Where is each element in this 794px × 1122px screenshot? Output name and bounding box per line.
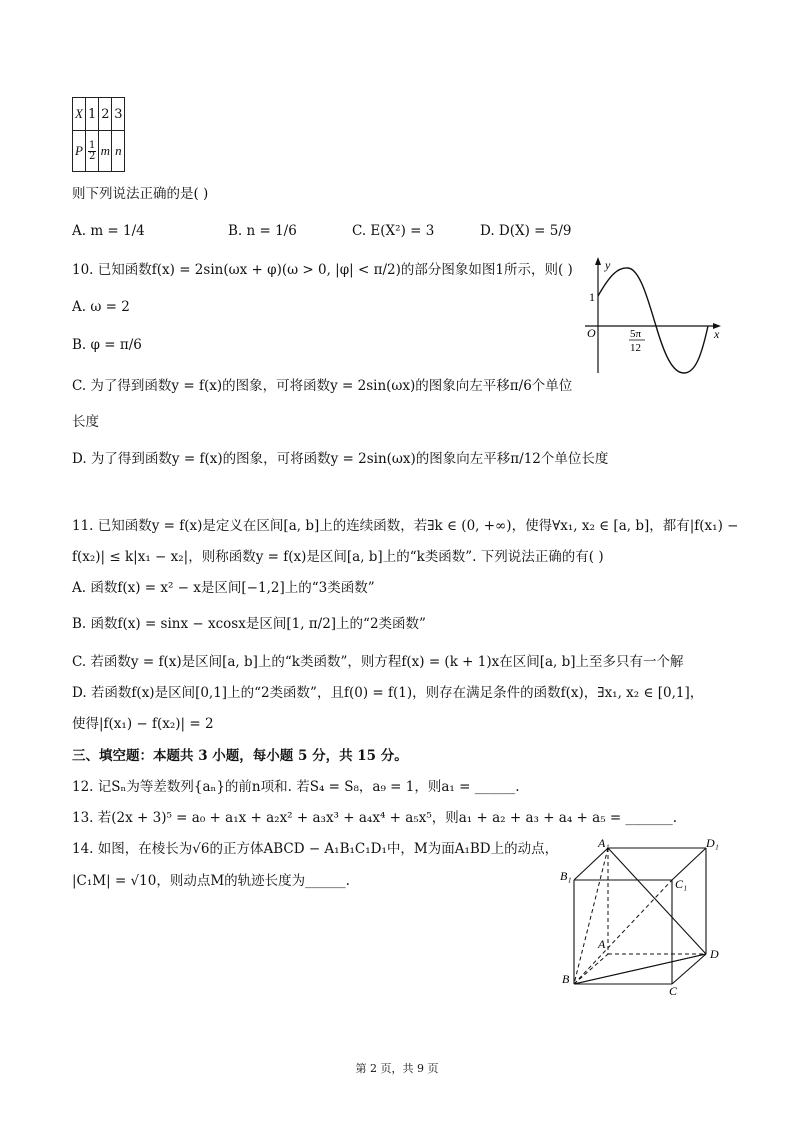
q11-option-c: C. 若函数y = f(x)是区间[a, b]上的“k类函数”，则方程f(x) = (k + 1)x在区间[a, b]上至多只有一个解 — [72, 654, 684, 670]
table-cell: P — [73, 131, 86, 172]
sine-graph — [580, 255, 730, 380]
q10-stem: 10. 已知函数f(x) = 2sin(ωx + φ)(ω > 0, |φ| < π/2)的部分图象如图1所示，则( ) — [72, 262, 573, 278]
origin-label: O — [587, 326, 596, 340]
q9-prompt: 则下列说法正确的是( ) — [72, 186, 209, 202]
sine-curve — [598, 268, 708, 373]
numerator: 1 — [89, 139, 96, 151]
table-cell: X — [73, 98, 86, 131]
table-row — [73, 131, 125, 172]
q9-option-d: D. D(X) = 5/9 — [480, 223, 572, 239]
table-cell: 3 — [112, 98, 125, 131]
q11-option-a: A. 函数f(x) = x² − x是区间[−1,2]上的“3类函数” — [72, 580, 375, 596]
tick-5pi-num: 5π — [630, 328, 642, 340]
label-C: C — [669, 984, 678, 996]
tick-5pi-den: 12 — [630, 342, 641, 354]
q11-stem-2: f(x₂)| ≤ k|x₁ − x₂|，则称函数y = f(x)是区间[a, b]上的“k类函数”. 下列说法正确的有( ) — [72, 549, 604, 565]
label-B: B — [562, 972, 570, 986]
q11-option-b: B. 函数f(x) = sinx − xcosx是区间[1, π/2]上的“2类函数” — [72, 616, 426, 632]
label-D1: D₁ — [706, 836, 719, 850]
table-cell: m — [99, 131, 112, 172]
q10-option-c-cont: 长度 — [72, 414, 99, 430]
page-footer: 第 2 页，共 9 页 — [355, 1062, 439, 1075]
q10-option-c: C. 为了得到函数y = f(x)的图象，可将函数y = 2sin(ωx)的图象向左平移π/6个单位 — [72, 378, 573, 394]
table-cell: 2 — [99, 98, 112, 131]
y-axis-arrow — [595, 257, 601, 265]
label-C1: C₁ — [675, 877, 688, 891]
label-D: D — [710, 947, 719, 961]
label-B1: B₁ — [560, 869, 572, 883]
fraction — [88, 141, 96, 162]
denominator: 2 — [89, 150, 96, 162]
q10-option-a: A. ω = 2 — [72, 299, 130, 315]
q14-stem-2: |C₁M| = √10，则动点M的轨迹长度为______. — [72, 873, 350, 889]
table-cell — [86, 131, 99, 172]
label-A: A — [598, 937, 606, 951]
tick-one: 1 — [589, 290, 595, 304]
q12: 12. 记Sₙ为等差数列{aₙ}的前n项和. 若S₄ = S₈，a₉ = 1，则a₁ = ______. — [72, 779, 520, 795]
x-label: x — [714, 327, 720, 341]
q10-option-d: D. 为了得到函数y = f(x)的图象，可将函数y = 2sin(ωx)的图象向左平移π/12个单位长度 — [72, 451, 609, 467]
q9-option-c: C. E(X²) = 3 — [352, 223, 435, 239]
q11-option-d-cont: 使得|f(x₁) − f(x₂)| = 2 — [72, 716, 214, 732]
q9-option-b: B. n = 1/6 — [228, 223, 297, 239]
section-heading: 三、填空题：本题共 3 小题，每小题 5 分，共 15 分。 — [72, 748, 408, 764]
table-cell: n — [112, 131, 125, 172]
label-A1: A₁ — [598, 836, 610, 850]
q11-option-d: D. 若函数f(x)是区间[0,1]上的“2类函数”，且f(0) = f(1)，则存在满足条件的函数f(x)，∃x₁, x₂ ∈ [0,1]， — [72, 685, 704, 701]
table-cell: 1 — [86, 98, 99, 131]
cube-figure — [556, 836, 730, 996]
q10-option-b: B. φ = π/6 — [72, 337, 142, 353]
q9-option-a: A. m = 1/4 — [72, 223, 145, 239]
q11-stem-1: 11. 已知函数y = f(x)是定义在区间[a, b]上的连续函数，若∃k ∈ (0, +∞)，使得∀x₁, x₂ ∈ [a, b]，都有|f(x₁) − — [72, 518, 739, 534]
table-row — [73, 98, 125, 131]
distribution-table — [72, 97, 125, 172]
y-label: y — [605, 258, 611, 272]
q14-stem-1: 14. 如图，在棱长为√6的正方体ABCD − A₁B₁C₁D₁中，M为面A₁BD上的动点， — [72, 841, 559, 857]
q13: 13. 若(2x + 3)⁵ = a₀ + a₁x + a₂x² + a₃x³ + a₄x⁴ + a₅x⁵，则a₁ + a₂ + a₃ + a₄ + a₅ = _______. — [72, 810, 678, 826]
